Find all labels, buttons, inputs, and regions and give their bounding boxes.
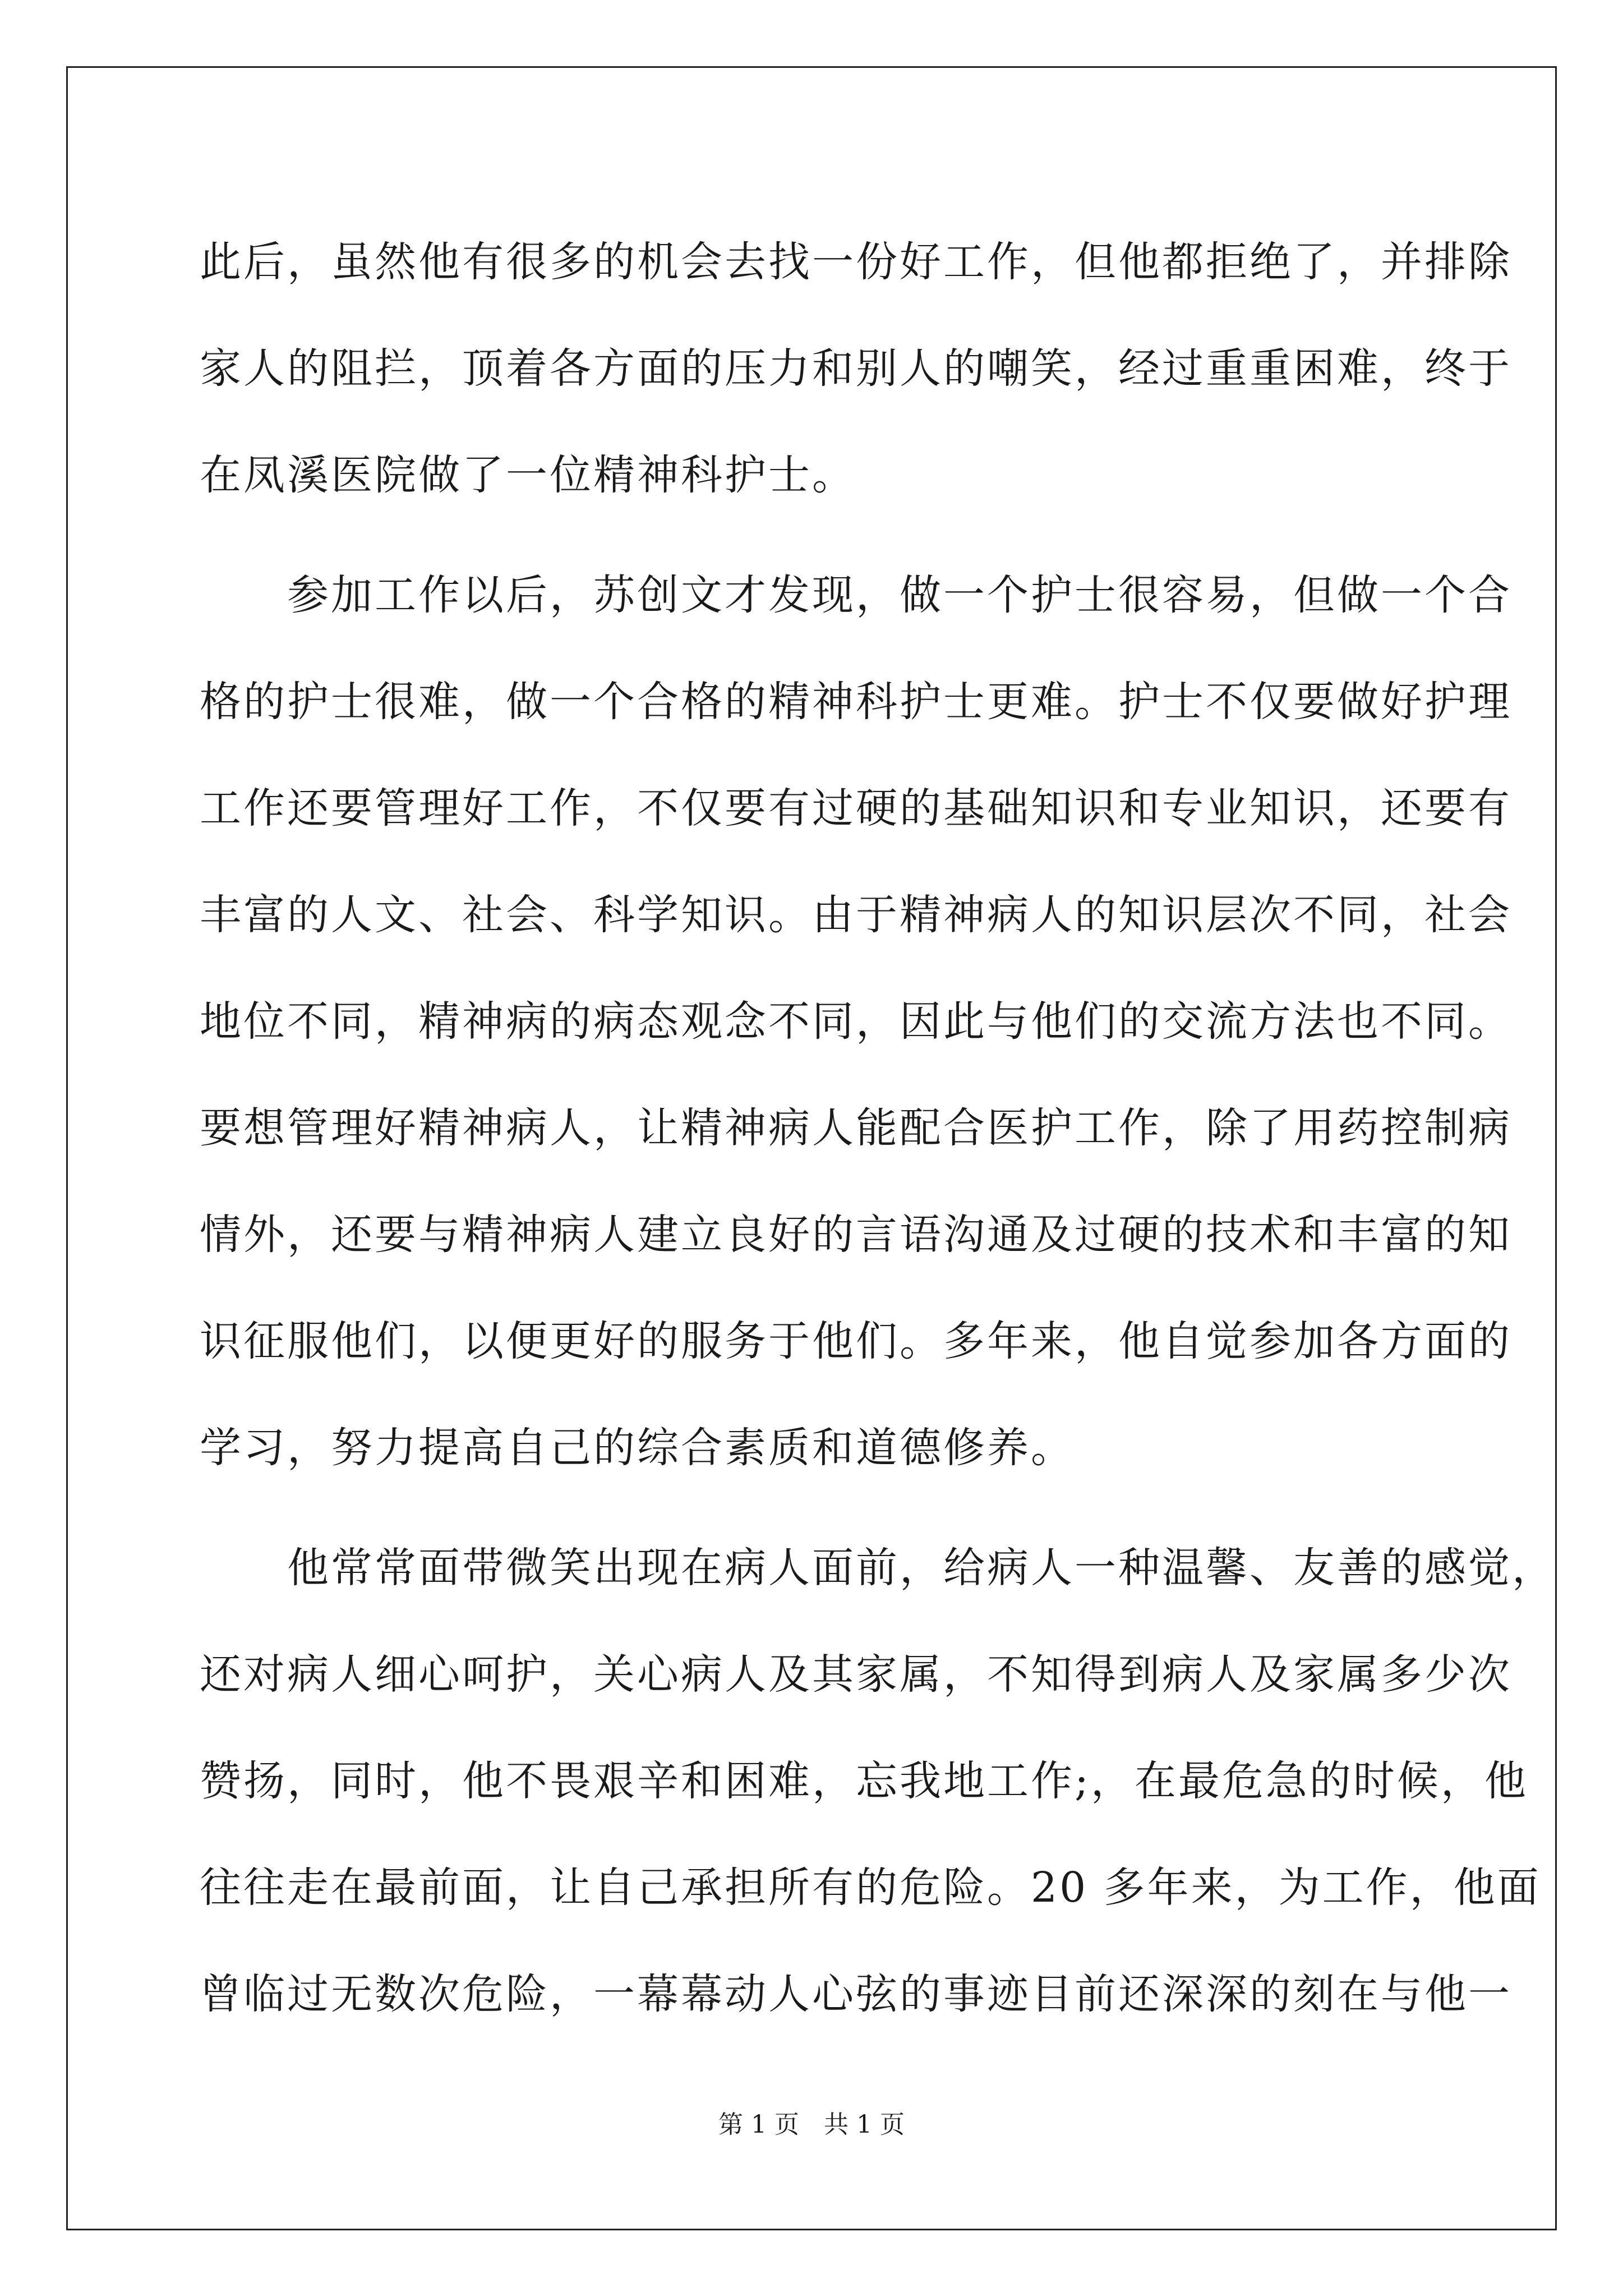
document-body (200, 209, 1556, 2047)
text-line: 工作还要管理好工作，不仅要有过硬的基础知识和专业知识，还要有 (200, 784, 1512, 832)
text-line: 参加工作以后，苏创文才发现，做一个护士很容易，但做一个合 (200, 571, 1512, 619)
text-line: 曾临过无数次危险，一幕幕动人心弦的事迹目前还深深的刻在与他一 (200, 1970, 1512, 2018)
total-pages: 共 1 页 (824, 2110, 905, 2139)
text-line: 往往走在最前面，让自己承担所有的危险。20 多年来，为工作，他面 (200, 1864, 1541, 1912)
text-line: 格的护士很难，做一个合格的精神科护士更难。护士不仅要做好护理 (200, 678, 1512, 726)
text-line: 丰富的人文、社会、科学知识。由于精神病人的知识层次不同，社会 (200, 891, 1512, 939)
text-line: 还对病人细心呵护，关心病人及其家属，不知得到病人及家属多少次 (200, 1650, 1512, 1699)
text-line: 家人的阻拦，顶着各方面的压力和别人的嘲笑，经过重重困难，终于 (200, 344, 1512, 393)
text-line: 识征服他们，以便更好的服务于他们。多年来，他自觉参加各方面的 (200, 1317, 1512, 1365)
text-line: 此后，虽然他有很多的机会去找一份好工作，但他都拒绝了，并排除 (200, 238, 1512, 286)
page-footer (0, 2108, 1623, 2142)
text-line: 地位不同，精神病的病态观念不同，因此与他们的交流方法也不同。 (200, 997, 1512, 1046)
page-number: 第 1 页 (718, 2110, 799, 2139)
text-line: 在凤溪医院做了一位精神科护士。 (200, 451, 856, 499)
paragraph-3 (200, 1515, 1556, 2047)
text-line: 赞扬，同时，他不畏艰辛和困难，忘我地工作;，在最危急的时候，他 (200, 1757, 1528, 1805)
text-line: 他常常面带微笑出现在病人面前，给病人一种温馨、友善的感觉， (200, 1544, 1556, 1592)
text-line: 要想管理好精神病人，让精神病人能配合医护工作，除了用药控制病 (200, 1104, 1512, 1152)
paragraph-1 (200, 209, 1512, 528)
paragraph-2 (200, 542, 1512, 1501)
text-line: 学习，努力提高自己的综合素质和道德修养。 (200, 1424, 1075, 1472)
text-line: 情外，还要与精神病人建立良好的言语沟通及过硬的技术和丰富的知 (200, 1211, 1512, 1259)
